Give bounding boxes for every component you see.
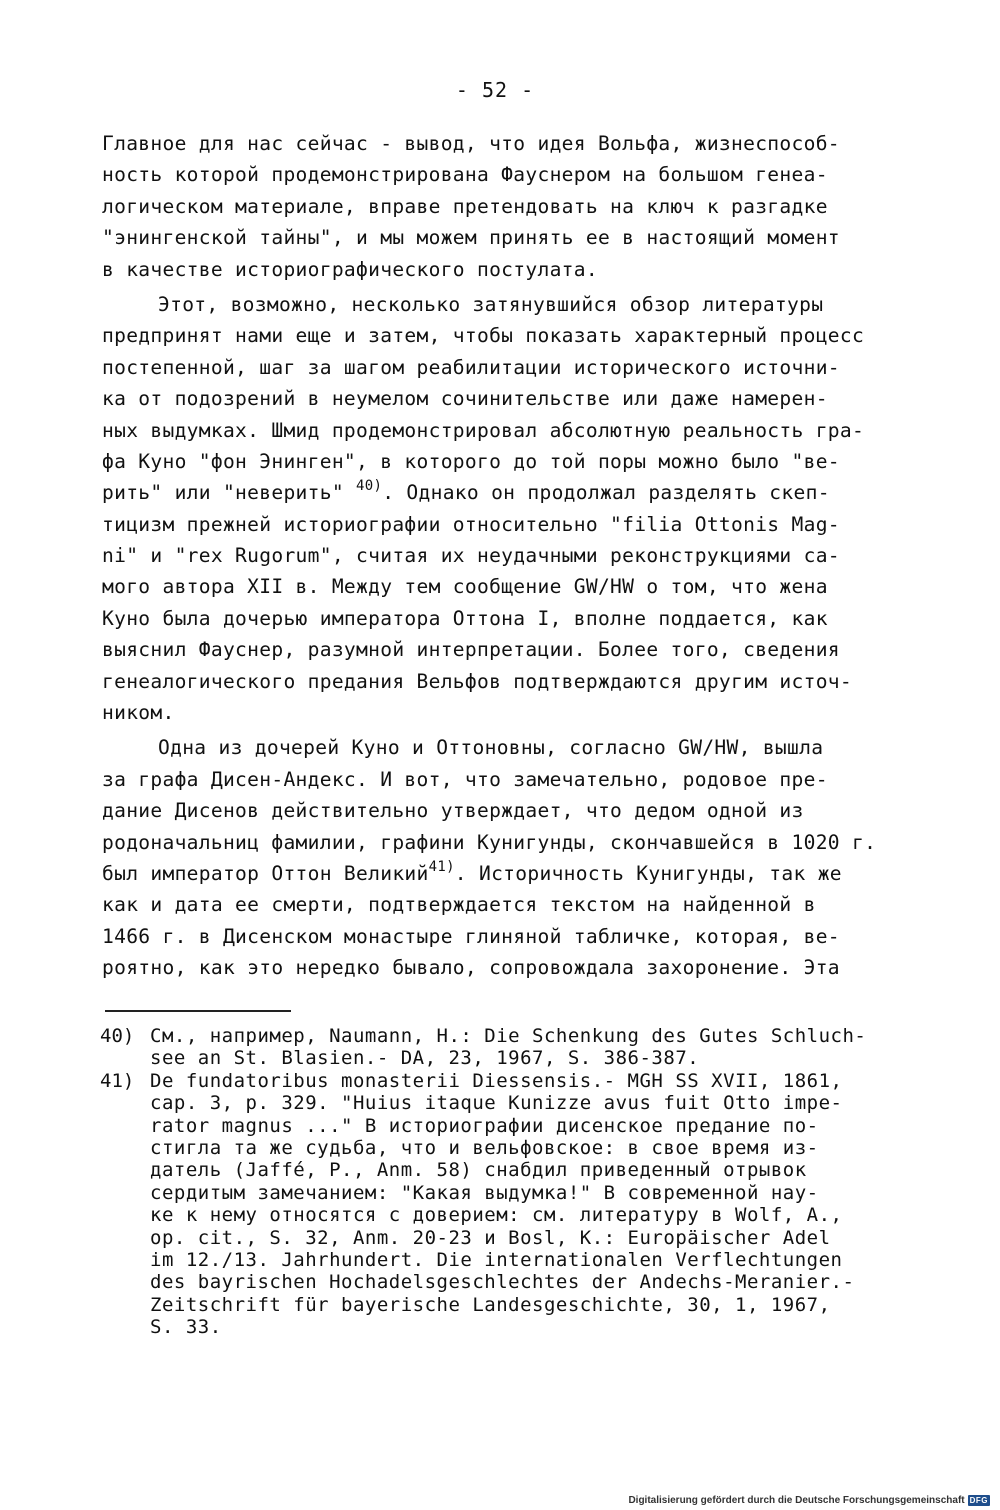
text-line: предпринят нами еще и затем, чтобы показать характерный процесс <box>102 324 865 348</box>
text-run: . Историчность Кунигунды, так же <box>454 861 842 885</box>
text-line: Одна из дочерей Куно и Оттоновны, согласно GW/HW, вышла <box>158 736 824 760</box>
text-line: генеалогического предания Вельфов подтверждаются другим источ- <box>102 669 852 693</box>
text-line: "энингенской тайны", и мы можем принять ее в настоящий момент <box>102 226 840 250</box>
text-line: дание Дисенов действительно утверждает, что дедом одной из <box>102 799 804 823</box>
footnotes <box>100 1025 920 1339</box>
footnote-ref-40[interactable]: 40) <box>356 478 383 495</box>
paragraph <box>102 289 902 728</box>
text-line <box>102 858 902 889</box>
paragraph <box>102 128 902 285</box>
footnote-text: См., например, Naumann, H.: Die Schenkung des Gutes Schluch- see an St. Blasien.- DA, 23, 1967, S. 386-387. <box>150 1025 867 1070</box>
text-line: выяснил Фауснер, разумной интерпретации. Более того, сведения <box>102 638 840 662</box>
paragraph <box>102 732 902 983</box>
text-line: в качестве историографического постулата. <box>102 257 598 281</box>
text-line: тицизм прежней историографии относительно "filia Ottonis Mag- <box>102 512 840 536</box>
text-line: логическом материале, вправе претендовать на ключ к разгадке <box>102 194 828 218</box>
footnote-text: De fundatoribus monasterii Diessensis.- MGH SS XVII, 1861, cap. 3, p. 329. "Huius itaque Kunizze avus fuit Otto impe- rator magnus ..." В историографии дисенское предание по- стигла та же судьба, что и вельфовское: в свое время из- датель (Jaffé, P., Anm. 58) снабдил приведенный отрывок сердитым замечанием: "Какая выдумка!" В современной нау- ке к нему относятся с доверием: см. литературу в Wolf, A., op. cit., S. 32, Anm. 20-23 и Bosl, K.: Europäischer Adel im 12./13. Jahrhundert. Die internationalen Verflechtungen des bayrischen Hochadelsgeschlechtes der Andechs-Meranier.- Zeitschrift für bayerische Landesgeschichte, 30, 1, 1967, S. 33. <box>150 1069 855 1339</box>
dfg-logo-icon: DFG <box>969 1496 988 1505</box>
text-line: ni" и "rex Rugorum", считая их неудачными реконструкциями са- <box>102 544 840 568</box>
text-line: родоначальниц фамилии, графини Кунигунды, скончавшейся в 1020 г. <box>102 830 877 854</box>
text-line <box>102 477 902 508</box>
text-line: ных выдумках. Шмид продемонстрировал абсолютную реальность гра- <box>102 418 865 442</box>
footnote-ref-41[interactable]: 41) <box>428 858 455 875</box>
text-line: за графа Дисен-Андекс. И вот, что замечательно, родовое пре- <box>102 767 828 791</box>
footnote-number: 40) <box>100 1025 135 1047</box>
text-line: ка от подозрений в неумелом сочинительстве или даже намерен- <box>102 387 828 411</box>
footnote-40 <box>100 1025 920 1070</box>
page-number: - 52 - <box>455 78 535 102</box>
text-line: Этот, возможно, несколько затянувшийся обзор литературы <box>158 292 824 316</box>
credit-text: Digitalisierung gefördert durch die Deutsche Forschungsgemeinschaft <box>628 1495 965 1506</box>
footnote-number: 41) <box>100 1069 135 1092</box>
digitization-credit <box>628 1495 990 1506</box>
text-line: мого автора XII в. Между тем сообщение GW/HW о том, что жена <box>102 575 828 599</box>
text-line: роятно, как это нередко бывало, сопровождала захоронение. Эта <box>102 956 840 980</box>
body-text <box>102 128 902 984</box>
text-line: фа Куно "фон Энинген", в которого до той поры можно было "ве- <box>102 449 840 473</box>
text-line: постепенной, шаг за шагом реабилитации исторического источни- <box>102 355 840 379</box>
text-line: 1466 г. в Дисенском монастыре глиняной табличке, которая, ве- <box>102 924 840 948</box>
text-line: Куно была дочерью императора Оттона I, вполне поддается, как <box>102 606 828 630</box>
text-line: Главное для нас сейчас - вывод, что идея Вольфа, жизнеспособ- <box>102 132 840 155</box>
text-line: ником. <box>102 701 175 725</box>
footnote-41 <box>100 1070 920 1339</box>
text-run: был император Оттон Великий <box>102 861 429 885</box>
text-run: . Однако он продолжал разделять скеп- <box>382 481 830 505</box>
text-line: ность которой продемонстрирована Фауснером на большом генеа- <box>102 163 828 187</box>
footnote-divider <box>105 1010 291 1012</box>
text-run: рить" или "неверить" <box>102 481 357 505</box>
text-line: как и дата ее смерти, подтверждается текстом на найденной в <box>102 893 816 917</box>
